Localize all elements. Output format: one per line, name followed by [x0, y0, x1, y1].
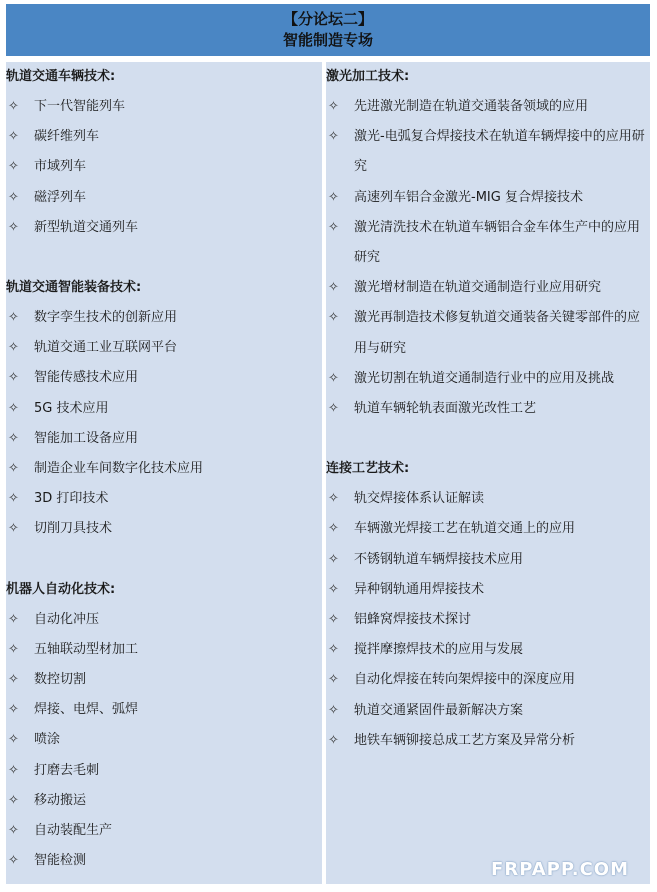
list-item-text: 磁浮列车 [34, 189, 87, 205]
diamond-bullet-icon: ✧ [8, 732, 19, 748]
list-item [6, 786, 322, 816]
diamond-bullet-icon: ✧ [328, 732, 339, 748]
list-item [326, 726, 650, 756]
list-item [6, 454, 322, 484]
section-title: 连接工艺技术: [326, 461, 410, 477]
diamond-bullet-icon: ✧ [328, 581, 339, 597]
list-item-text: 数字孪生技术的创新应用 [34, 310, 178, 326]
list-item [6, 514, 322, 544]
diamond-bullet-icon: ✧ [8, 672, 19, 688]
diamond-bullet-icon: ✧ [8, 340, 19, 356]
list-item-text: 地铁车辆铆接总成工艺方案及异常分析 [354, 732, 576, 748]
section-gap [326, 424, 650, 454]
list-item-text: 先进激光制造在轨道交通装备领域的应用 [354, 99, 589, 114]
list-item-text: 轨交焊接体系认证解读 [354, 491, 485, 507]
list-item [6, 213, 322, 243]
list-item-text: 智能加工设备应用 [34, 430, 139, 446]
list-item [6, 635, 322, 665]
list-item [326, 303, 650, 363]
list-item-text: 不锈钢轨道车辆焊接技术应用 [354, 551, 524, 567]
list-item [6, 756, 322, 786]
right-column [326, 62, 650, 884]
list-item [6, 122, 322, 152]
list-item-text: 移动搬运 [34, 792, 87, 808]
list-item-text: 激光-电弧复合焊接技术在轨道车辆焊接中的应用研究 [354, 129, 645, 175]
diamond-bullet-icon: ✧ [8, 219, 19, 235]
list-item-text: 自动装配生产 [34, 823, 113, 839]
list-item-text: 激光清洗技术在轨道车辆铝合金车体生产中的应用研究 [354, 219, 641, 266]
diamond-bullet-icon: ✧ [8, 461, 19, 477]
diamond-bullet-icon: ✧ [8, 853, 19, 869]
list-item [326, 213, 650, 273]
diamond-bullet-icon: ✧ [328, 551, 339, 567]
list-item [326, 575, 650, 605]
list-item-text: 轨道车辆轮轨表面激光改性工艺 [354, 401, 537, 417]
list-item-text: 碳纤维列车 [34, 129, 100, 145]
diamond-bullet-icon: ✧ [8, 189, 19, 205]
diamond-bullet-icon: ✧ [8, 823, 19, 839]
forum-subtitle: 智能制造专场 [282, 31, 373, 49]
list-item-text: 市域列车 [34, 159, 87, 175]
list-item-text: 切削刀具技术 [34, 521, 113, 537]
section-title: 轨道交通智能装备技术: [6, 280, 142, 296]
diamond-bullet-icon: ✧ [328, 521, 339, 537]
list-item [326, 273, 650, 303]
list-item [6, 605, 322, 635]
right-column-content [326, 62, 650, 756]
diamond-bullet-icon: ✧ [8, 702, 19, 718]
diamond-bullet-icon: ✧ [8, 400, 19, 416]
list-item-text: 打磨去毛刺 [34, 762, 100, 778]
list-item-text: 智能检测 [34, 853, 87, 869]
list-item [326, 605, 650, 635]
diamond-bullet-icon: ✧ [328, 99, 339, 114]
diamond-bullet-icon: ✧ [8, 762, 19, 778]
list-item [6, 846, 322, 876]
list-item-text: 激光增材制造在轨道交通制造行业应用研究 [354, 280, 602, 296]
diamond-bullet-icon: ✧ [328, 491, 339, 507]
diamond-bullet-icon: ✧ [8, 611, 19, 627]
list-item [326, 92, 650, 122]
list-item [6, 183, 322, 213]
section-title: 轨道交通车辆技术: [6, 69, 116, 84]
list-item [6, 92, 322, 122]
diamond-bullet-icon: ✧ [328, 189, 339, 205]
list-item-text: 下一代智能列车 [34, 99, 126, 114]
diamond-bullet-icon: ✧ [328, 642, 339, 658]
left-column [6, 62, 322, 884]
diamond-bullet-icon: ✧ [328, 401, 339, 417]
list-item-text: 新型轨道交通列车 [34, 219, 139, 235]
list-item-text: 焊接、电焊、弧焊 [34, 702, 139, 718]
list-item [326, 635, 650, 665]
list-item-text: 轨道交通紧固件最新解决方案 [354, 702, 524, 718]
forum-title: 【分论坛二】 [282, 10, 373, 28]
diamond-bullet-icon: ✧ [328, 672, 339, 688]
list-item [326, 183, 650, 213]
diamond-bullet-icon: ✧ [328, 702, 339, 718]
list-item [6, 303, 322, 333]
list-item-text: 轨道交通工业互联网平台 [34, 340, 178, 356]
list-item [6, 695, 322, 725]
list-item [326, 394, 650, 424]
list-item [6, 394, 322, 424]
list-item-text: 五轴联动型材加工 [34, 641, 139, 657]
section-gap [6, 243, 322, 273]
list-item [326, 364, 650, 394]
diamond-bullet-icon: ✧ [8, 159, 19, 175]
section-title: 机器人自动化技术: [6, 581, 116, 597]
diamond-bullet-icon: ✧ [328, 129, 339, 145]
list-item-text: 喷涂 [34, 732, 61, 748]
list-item-text: 5G 技术应用 [34, 400, 109, 416]
list-item [326, 484, 650, 514]
list-item [6, 725, 322, 755]
diamond-bullet-icon: ✧ [8, 370, 19, 386]
diamond-bullet-icon: ✧ [8, 792, 19, 808]
list-item [6, 665, 322, 695]
diamond-bullet-icon: ✧ [8, 310, 19, 326]
list-item [326, 514, 650, 544]
list-item-text: 铝蜂窝焊接技术探讨 [354, 612, 472, 628]
list-item-text: 异种钢轨通用焊接技术 [354, 581, 485, 597]
list-item [326, 122, 650, 182]
diamond-bullet-icon: ✧ [328, 612, 339, 628]
diamond-bullet-icon: ✧ [328, 370, 339, 386]
diamond-bullet-icon: ✧ [328, 219, 339, 235]
list-item-text: 搅拌摩擦焊技术的应用与发展 [354, 642, 524, 658]
diamond-bullet-icon: ✧ [8, 99, 19, 114]
list-item [6, 363, 322, 393]
diamond-bullet-icon: ✧ [8, 521, 19, 537]
list-item [6, 484, 322, 514]
left-column-content [6, 62, 322, 876]
watermark-logo: FRPAPP.COM [491, 859, 629, 880]
list-item [326, 545, 650, 575]
list-item [6, 816, 322, 846]
list-item [6, 424, 322, 454]
list-item-text: 制造企业车间数字化技术应用 [34, 461, 204, 477]
list-item-text: 自动化焊接在转向架焊接中的深度应用 [354, 672, 576, 688]
diamond-bullet-icon: ✧ [8, 430, 19, 446]
list-item-text: 智能传感技术应用 [34, 370, 139, 386]
list-item-text: 激光再制造技术修复轨道交通装备关键零部件的应用与研究 [354, 310, 641, 356]
forum-header [6, 4, 650, 56]
section-gap [6, 545, 322, 575]
list-item [6, 152, 322, 182]
list-item-text: 自动化冲压 [34, 611, 100, 627]
list-item [6, 333, 322, 363]
list-item-text: 车辆激光焊接工艺在轨道交通上的应用 [354, 521, 576, 537]
list-item-text: 数控切割 [34, 672, 87, 688]
section-title: 激光加工技术: [326, 69, 410, 84]
list-item-text: 3D 打印技术 [34, 491, 109, 507]
list-item-text: 激光切割在轨道交通制造行业中的应用及挑战 [354, 370, 615, 386]
diamond-bullet-icon: ✧ [8, 491, 19, 507]
list-item-text: 高速列车铝合金激光-MIG 复合焊接技术 [354, 189, 583, 205]
diamond-bullet-icon: ✧ [328, 280, 339, 296]
list-item [326, 665, 650, 695]
diamond-bullet-icon: ✧ [328, 310, 339, 326]
diamond-bullet-icon: ✧ [8, 129, 19, 145]
list-item [326, 696, 650, 726]
diamond-bullet-icon: ✧ [8, 641, 19, 657]
